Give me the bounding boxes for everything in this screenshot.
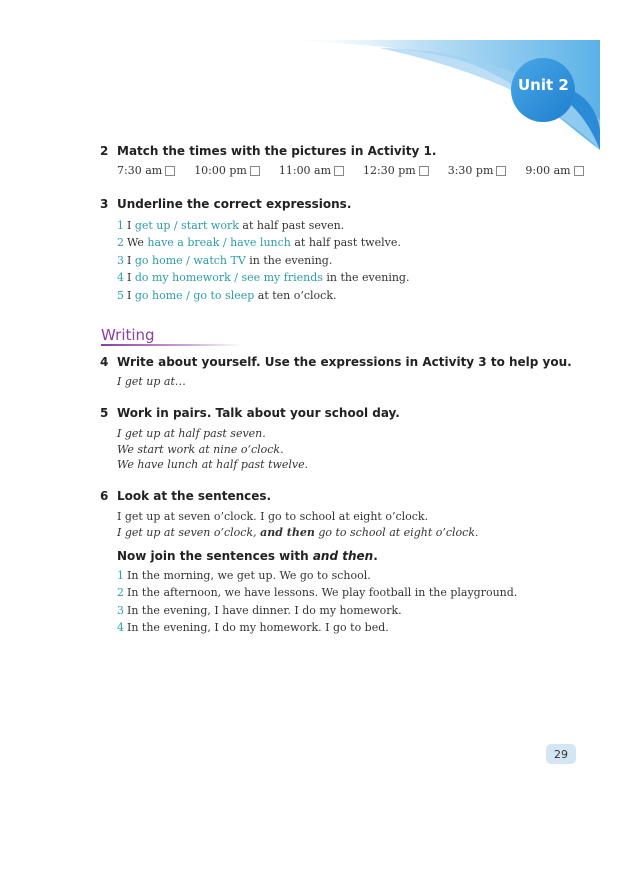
- unit-label: Unit 2: [518, 76, 569, 94]
- activity-4: [100, 355, 572, 390]
- expression-list: [117, 217, 409, 304]
- example-line: I get up at…: [117, 375, 186, 388]
- item-number: 4: [117, 271, 124, 285]
- expression-options[interactable]: get up / start work: [134, 219, 239, 232]
- item-number: 3: [117, 603, 124, 617]
- time-label: 11:00 am: [278, 164, 332, 177]
- time-label: 3:30 pm: [447, 164, 494, 177]
- activity-instruction: Work in pairs. Talk about your school day.: [117, 406, 400, 420]
- activity-6: [100, 489, 517, 637]
- item-text: at ten o’clock.: [254, 288, 337, 302]
- sentence-list: [117, 567, 517, 637]
- activity-instruction: Underline the correct expressions.: [117, 197, 352, 211]
- activity-5-heading: [100, 406, 400, 420]
- example-line: We start work at nine o’clock.: [117, 442, 284, 456]
- item-text: I: [127, 288, 135, 302]
- item-number: 5: [117, 288, 124, 302]
- time-option: [117, 164, 175, 177]
- item-text: In the evening, I do my homework. I go to bed.: [127, 621, 389, 635]
- activity-number: 4: [100, 355, 109, 369]
- activity-instruction: Write about yourself. Use the expressions in Activity 3 to help you.: [117, 355, 572, 369]
- time-label: 9:00 am: [525, 164, 571, 177]
- item-text: at half past seven.: [238, 219, 345, 232]
- item-number: 1: [117, 569, 124, 582]
- list-item: [117, 217, 409, 234]
- example-line: I get up at half past seven.: [117, 427, 266, 440]
- sub-instruction: [117, 549, 517, 563]
- time-label: 12:30 pm: [363, 164, 416, 177]
- activity-number: 5: [100, 406, 109, 420]
- section-title: Writing: [101, 326, 155, 344]
- checkbox[interactable]: [419, 166, 429, 176]
- item-number: 2: [117, 586, 124, 600]
- checkbox[interactable]: [165, 166, 175, 176]
- item-text: In the evening, I have dinner. I do my homework.: [127, 603, 402, 617]
- checkbox[interactable]: [574, 166, 584, 176]
- expression-options[interactable]: go home / go to sleep: [134, 288, 255, 302]
- item-text: I: [127, 271, 135, 285]
- checkbox[interactable]: [496, 166, 506, 176]
- list-item: [117, 269, 409, 286]
- activity-4-heading: [100, 355, 572, 369]
- checkbox[interactable]: [334, 166, 344, 176]
- example-sentences: [117, 509, 517, 541]
- example-text: [117, 374, 572, 390]
- item-text: in the evening.: [322, 271, 410, 285]
- list-item: [117, 584, 517, 601]
- item-number: 4: [117, 621, 124, 635]
- item-text: I: [127, 253, 135, 267]
- page-number: 29: [546, 744, 576, 764]
- item-text: I: [127, 219, 135, 232]
- activity-5: [100, 406, 400, 473]
- activity-instruction: Match the times with the pictures in Activity 1.: [117, 144, 437, 158]
- time-label: 7:30 am: [117, 164, 163, 177]
- item-text: at half past twelve.: [290, 236, 401, 250]
- section-underline: [101, 344, 241, 346]
- sub-instruction-text: Now join the sentences with: [117, 549, 313, 563]
- connector-text: and then: [260, 526, 315, 539]
- sub-instruction-emphasis: and then: [312, 549, 374, 563]
- activity-2: [100, 144, 436, 158]
- activity-number: 2: [100, 144, 109, 158]
- item-text: in the evening.: [245, 253, 333, 267]
- time-option: [279, 164, 344, 177]
- checkbox[interactable]: [250, 166, 260, 176]
- expression-options[interactable]: do my homework / see my friends: [134, 271, 323, 285]
- example-text: I get up at seven o’clock,: [117, 526, 261, 539]
- example-line: We have lunch at half past twelve.: [117, 458, 309, 471]
- example-text: [117, 426, 400, 473]
- list-item: [117, 252, 409, 269]
- example-text: go to school at eight o’clock.: [314, 526, 479, 539]
- item-text: In the morning, we get up. We go to school.: [127, 569, 371, 582]
- activity-instruction: Look at the sentences.: [117, 489, 272, 503]
- item-text: In the afternoon, we have lessons. We play football in the playground.: [127, 586, 518, 600]
- activity-3-heading: [100, 197, 409, 211]
- list-item: [117, 567, 517, 584]
- sub-instruction-text: .: [373, 549, 378, 563]
- activity-number: 6: [100, 489, 109, 503]
- time-options: [117, 164, 603, 177]
- example-line: I get up at seven o’clock. I go to school at eight o’clock.: [117, 510, 429, 523]
- list-item: [117, 619, 517, 636]
- activity-6-heading: [100, 489, 517, 503]
- time-option: [448, 164, 507, 177]
- expression-options[interactable]: have a break / have lunch: [147, 236, 291, 250]
- time-option: [363, 164, 429, 177]
- list-item: [117, 602, 517, 619]
- time-option: [194, 164, 260, 177]
- time-label: 10:00 pm: [194, 164, 247, 177]
- joined-example: [117, 525, 517, 541]
- item-number: 1: [117, 219, 124, 232]
- item-text: We: [127, 236, 148, 250]
- activity-2-heading: [100, 144, 436, 158]
- list-item: [117, 287, 409, 304]
- item-number: 3: [117, 253, 124, 267]
- activity-3: [100, 197, 409, 304]
- time-option: [525, 164, 583, 177]
- activity-number: 3: [100, 197, 109, 211]
- expression-options[interactable]: go home / watch TV: [134, 253, 246, 267]
- item-number: 2: [117, 236, 124, 250]
- list-item: [117, 234, 409, 251]
